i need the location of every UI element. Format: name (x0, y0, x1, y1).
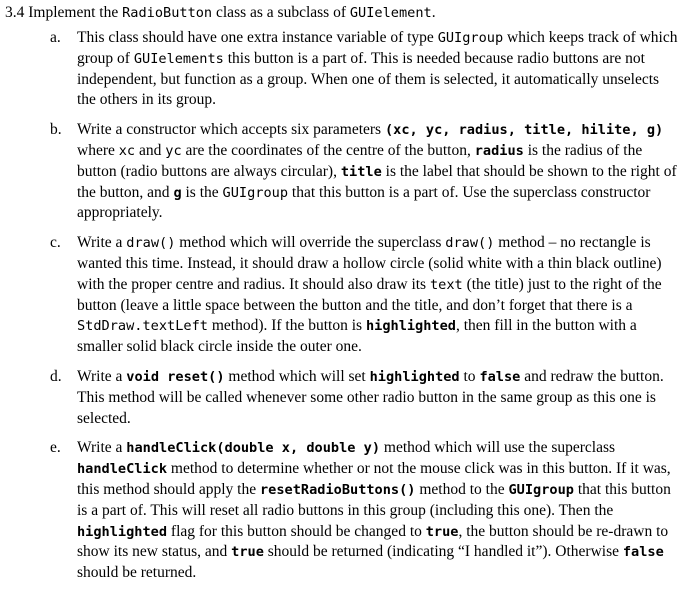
item-text: This class should have one extra instance variable of type GUIgroup which keeps track of which group of GUIelements this button is a part of. This is needed because radio buttons are not independent, but function as a group. When one of them is selected, it automatically unselects the others in its group. (77, 29, 678, 109)
item-marker: e. (50, 439, 61, 457)
item-text: Write a handleClick(double x, double y) method which will use the superclass handleClick method to determine whether or not the mouse click was in this button. If it was, this method should apply the resetRadioButtons() method to the GUIgroup that this button is a part of. This will reset all radio buttons in this group (including this one). Then the highlighted flag for this button should be changed to true, the button should be re-drawn to show its new status, and true should be returned (indicating “I handled it”). Otherwise false should be returned. (77, 439, 671, 582)
exercise-number: 3.4 (5, 4, 25, 21)
item-marker: c. (50, 234, 61, 252)
exercise-title: 3.4 Implement the RadioButton class as a subclass of GUIelement. (5, 4, 436, 21)
item-text: Write a draw() method which will override the superclass draw() method – no rectangle is wanted this time. Instead, it should draw a hollow circle (solid white with a thin black outline) with the proper centre and radius. It should also draw its text (the title) just to the right of the button (leave a little space between the button and the title, and don’t forget that there is a StdDraw.textLeft method). If the button is highlighted, then fill in the button with a smaller solid black circle inside the outer one. (77, 234, 662, 356)
item-text: Write a void reset() method which will set highlighted to false and redraw the button. This method will be called whenever some other radio button in the same group as this one is selected. (77, 367, 664, 427)
item-a (50, 28, 680, 111)
constructor-params: (xc, yc, radius, title, hilite, g) (384, 122, 664, 139)
class-name-radiobutton: RadioButton (122, 5, 213, 21)
item-b (50, 120, 680, 224)
item-marker: a. (50, 29, 61, 46)
item-text: Write a constructor which accepts six parameters (xc, yc, radius, title, hilite, g) where xc and yc are the coordinates of the centre of the button, radius is the radius of the button (radio buttons are always circular), title is the label that should be shown to the right of the button, and g is the GUIgroup that this button is a part of. Use the superclass constructor appropriately. (77, 121, 677, 222)
item-marker: d. (50, 367, 62, 385)
item-c (50, 233, 680, 358)
item-marker: b. (50, 121, 62, 139)
class-name-guielement: GUIelement (349, 5, 432, 21)
item-e (50, 438, 680, 584)
item-d (50, 367, 680, 429)
